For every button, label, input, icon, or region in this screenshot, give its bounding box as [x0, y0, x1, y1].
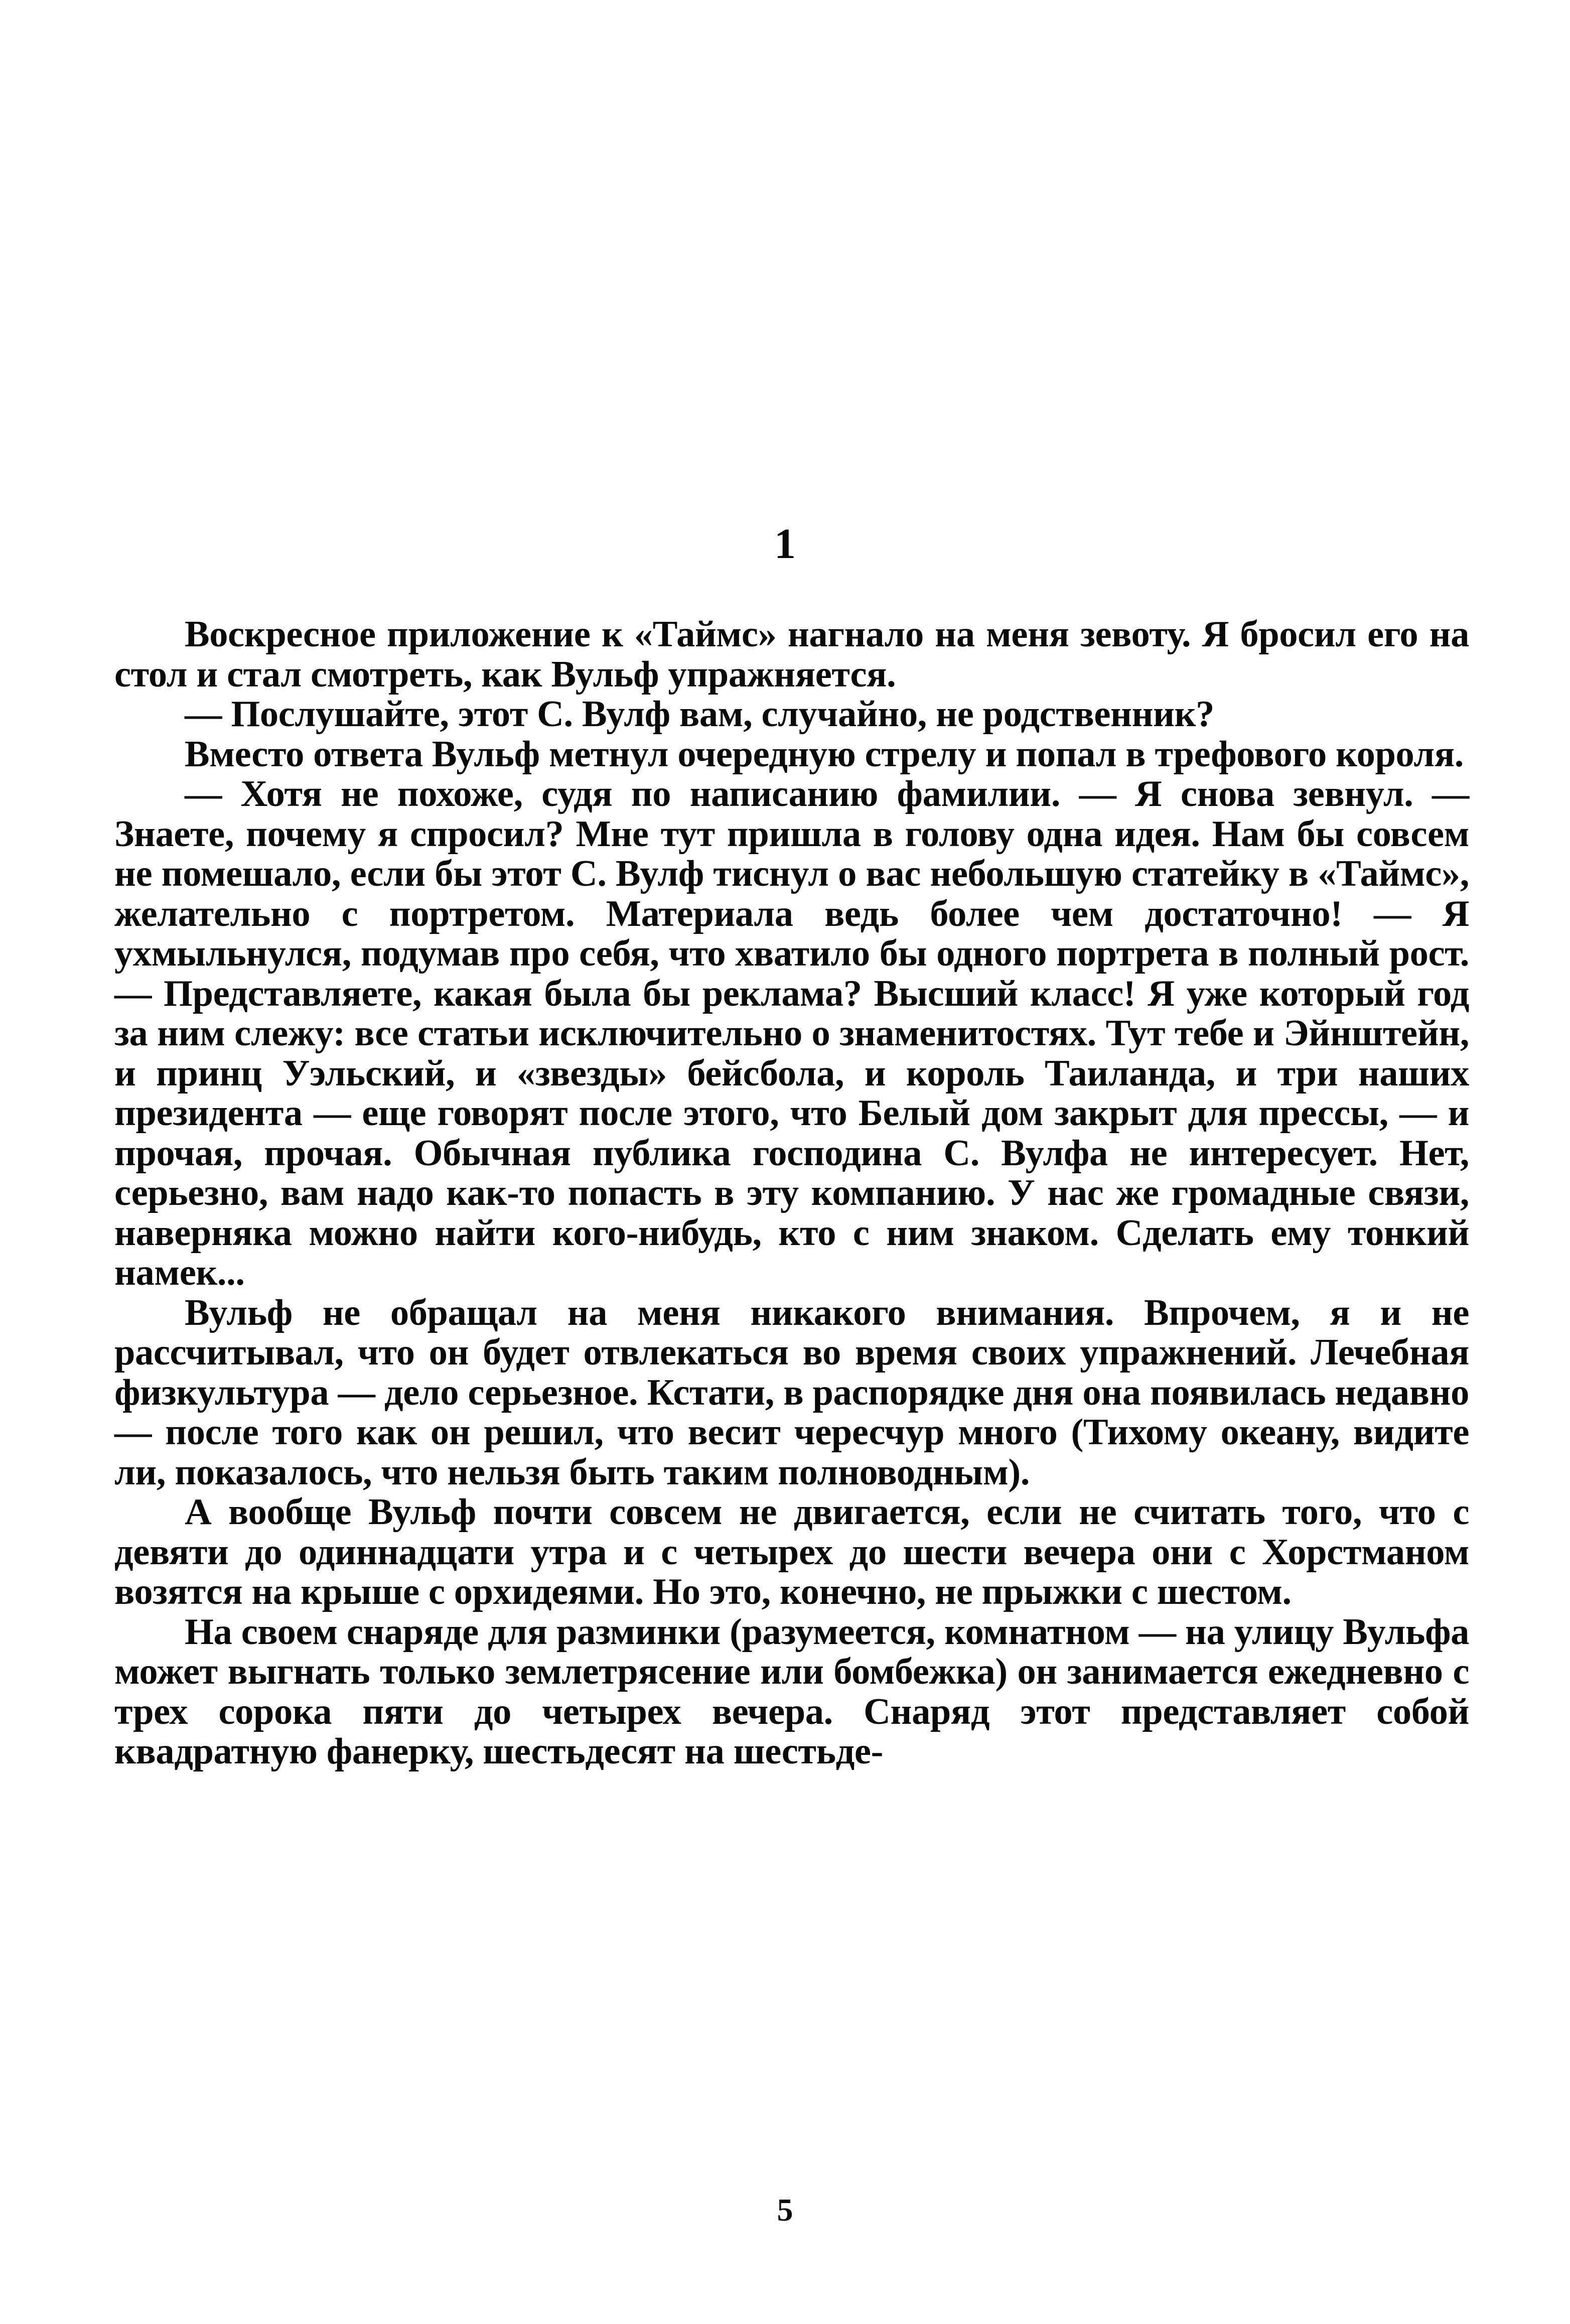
paragraph: Вместо ответа Вульф метнул очередную стрелу и попал в трефового короля. — [185, 733, 1464, 775]
body-text — [114, 615, 1469, 1772]
paragraph: А вообще Вульф почти совсем не двигается, если не считать того, что с девяти до одиннадцати утра и с четырех до шести вечера они с Хорстманом возятся на крыше с орхидеями. Но это, конечно, не прыжки с шестом. — [114, 1491, 1469, 1612]
paragraph: — Хотя не похоже, судя по написанию фамилии. — Я снова зевнул. — Знаете, почему я спросил? Мне тут пришла в голову одна идея. Нам бы совсем не помешало, если бы этот С. Вулф тиснул о вас небольшую статейку в «Таймс», желательно с портретом. Материала ведь более чем достаточно! — Я ухмыльнулся, подумав про себя, что хватило бы одного портрета в полный рост. — Представляете, какая была бы реклама? Высший класс! Я уже который год за ним слежу: все статьи исключительно о знаменитостях. Тут тебе и Эйнштейн, и принц Уэльский, и «звезды» бейсбола, и король Таиланда, и три наших президента — еще говорят после этого, что Белый дом закрыт для прессы, — и прочая, прочая. Обычная публика господина С. Вулфа не интересует. Нет, серьезно, вам надо как-то попасть в эту компанию. У нас же громадные связи, наверняка можно найти кого-нибудь, кто с ним знаком. Сделать ему тонкий намек... — [114, 773, 1469, 1293]
page-number: 5 — [777, 2192, 793, 2228]
chapter-number: 1 — [774, 519, 796, 568]
paragraph: На своем снаряде для разминки (разумеется, комнатном — на улицу Вульфа может выгнать только землетрясение или бомбежка) он занимается ежедневно с трех сорока пяти до четырех вечера. Снаряд этот представляет собой квадратную фанерку, шестьдесят на шестьде- — [114, 1611, 1469, 1772]
paragraph: — Послушайте, этот С. Вулф вам, случайно, не родственник? — [185, 694, 1214, 735]
paragraph: Воскресное приложение к «Таймс» нагнало на меня зевоту. Я бросил его на стол и стал смотреть, как Вульф упражняется. — [114, 614, 1469, 695]
paragraph: Вульф не обращал на меня никакого внимания. Впрочем, я и не рассчитывал, что он будет отвлекаться во время своих упражнений. Лечебная физкультура — дело серьезное. Кстати, в распорядке дня она появилась недавно — после того как он решил, что весит чересчур много (Тихому океану, видите ли, показалось, что нельзя быть таким полноводным). — [114, 1292, 1469, 1493]
